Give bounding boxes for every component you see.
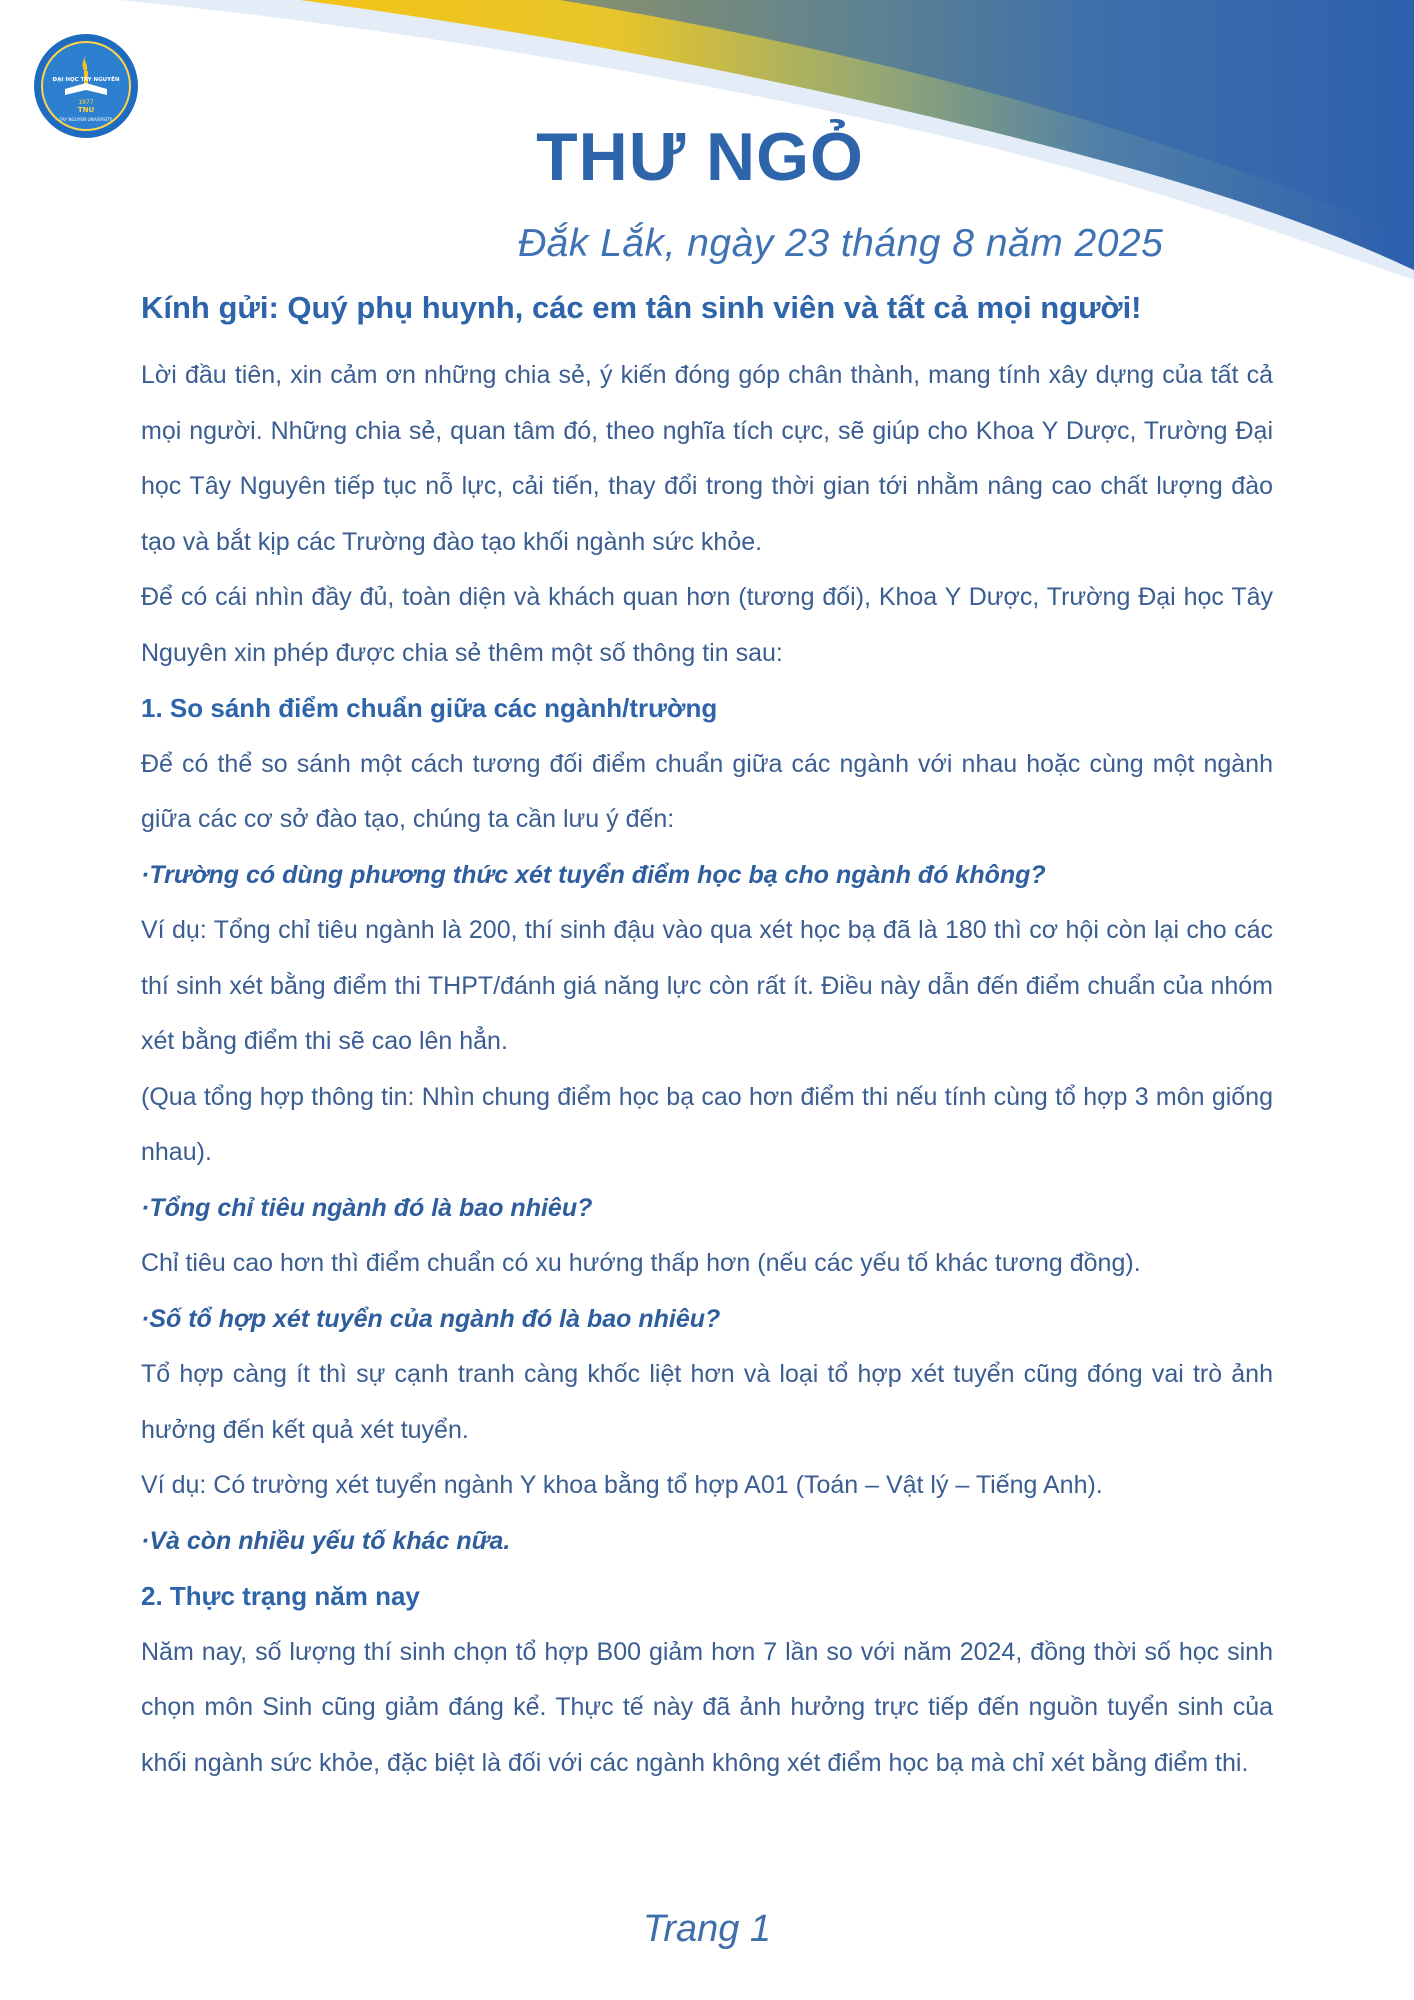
criterion-4: ·Và còn nhiều yếu tố khác nữa. xyxy=(141,1526,511,1555)
criterion-1: ·Trường có dùng phương thức xét tuyển điểm học bạ cho ngành đó không? xyxy=(141,860,1046,889)
intro-paragraph-2: Để có cái nhìn đầy đủ, toàn diện và khách quan hơn (tương đối), Khoa Y Dược, Trường Đại học Tây Nguyên xin phép được chia sẻ thêm một số thông tin sau: xyxy=(141,583,1273,667)
criterion-2-text: Chỉ tiêu cao hơn thì điểm chuẩn có xu hướng thấp hơn (nếu các yếu tố khác tương đồng). xyxy=(141,1249,1141,1277)
letter-body xyxy=(141,282,1273,1791)
section-2-heading: 2. Thực trạng năm nay xyxy=(141,1581,420,1611)
page-number: Trang 1 xyxy=(642,1908,772,1950)
page-title: THƯ NGỎ xyxy=(536,119,864,195)
logo-top-text: ĐẠI HỌC TÂY NGUYÊN xyxy=(52,77,120,83)
criterion-1-text: Ví dụ: Tổng chỉ tiêu ngành là 200, thí sinh đậu vào qua xét học bạ đã là 180 thì cơ hội còn lại cho các thí sinh xét bằng điểm thi THPT/đánh giá năng lực còn rất ít. Điều này dẫn đến điểm chuẩn của nhóm xét bằng điểm thi sẽ cao lên hẳn. xyxy=(141,916,1273,1055)
letter-date: Đắk Lắk, ngày 23 tháng 8 năm 2025 xyxy=(518,222,1164,265)
criterion-1-note: (Qua tổng hợp thông tin: Nhìn chung điểm học bạ cao hơn điểm thi nếu tính cùng tổ hợp 3 môn giống nhau). xyxy=(141,1082,1273,1166)
section-2-text: Năm nay, số lượng thí sinh chọn tổ hợp B00 giảm hơn 7 lần so với năm 2024, đồng thời số học sinh chọn môn Sinh cũng giảm đáng kể. Thực tế này đã ảnh hưởng trực tiếp đến nguồn tuyển sinh của khối ngành sức khỏe, đặc biệt là đối với các ngành không xét điểm học bạ mà chỉ xét bằng điểm thi. xyxy=(141,1637,1273,1777)
greeting: Kính gửi: Quý phụ huynh, các em tân sinh viên và tất cả mọi người! xyxy=(141,290,1142,325)
logo-year: 1977 xyxy=(78,99,94,106)
logo-abbr: TNU xyxy=(77,106,95,114)
criterion-3-text: Tổ hợp càng ít thì sự cạnh tranh càng khốc liệt hơn và loại tổ hợp xét tuyển cũng đóng vai trò ảnh hưởng đến kết quả xét tuyển. xyxy=(141,1360,1273,1444)
criterion-2: ·Tổng chỉ tiêu ngành đó là bao nhiêu? xyxy=(141,1193,593,1222)
criterion-3-example: Ví dụ: Có trường xét tuyển ngành Y khoa bằng tổ hợp A01 (Toán – Vật lý – Tiếng Anh). xyxy=(141,1471,1103,1499)
criterion-3: ·Số tổ hợp xét tuyển của ngành đó là bao nhiêu? xyxy=(141,1304,721,1333)
section-1-heading: 1. So sánh điểm chuẩn giữa các ngành/trường xyxy=(141,693,718,723)
section-1-lead: Để có thể so sánh một cách tương đối điểm chuẩn giữa các ngành với nhau hoặc cùng một ngành giữa các cơ sở đào tạo, chúng ta cần lưu ý đến: xyxy=(141,749,1273,833)
logo-bottom-text: TAY NGUYEN UNIVERSITY xyxy=(59,117,113,122)
intro-paragraph: Lời đầu tiên, xin cảm ơn những chia sẻ, ý kiến đóng góp chân thành, mang tính xây dựng của tất cả mọi người. Những chia sẻ, quan tâm đó, theo nghĩa tích cực, sẽ giúp cho Khoa Y Dược, Trường Đại học Tây Nguyên tiếp tục nỗ lực, cải tiến, thay đổi trong thời gian tới nhằm nâng cao chất lượng đào tạo và bắt kịp các Trường đào tạo khối ngành sức khỏe. xyxy=(141,361,1273,556)
